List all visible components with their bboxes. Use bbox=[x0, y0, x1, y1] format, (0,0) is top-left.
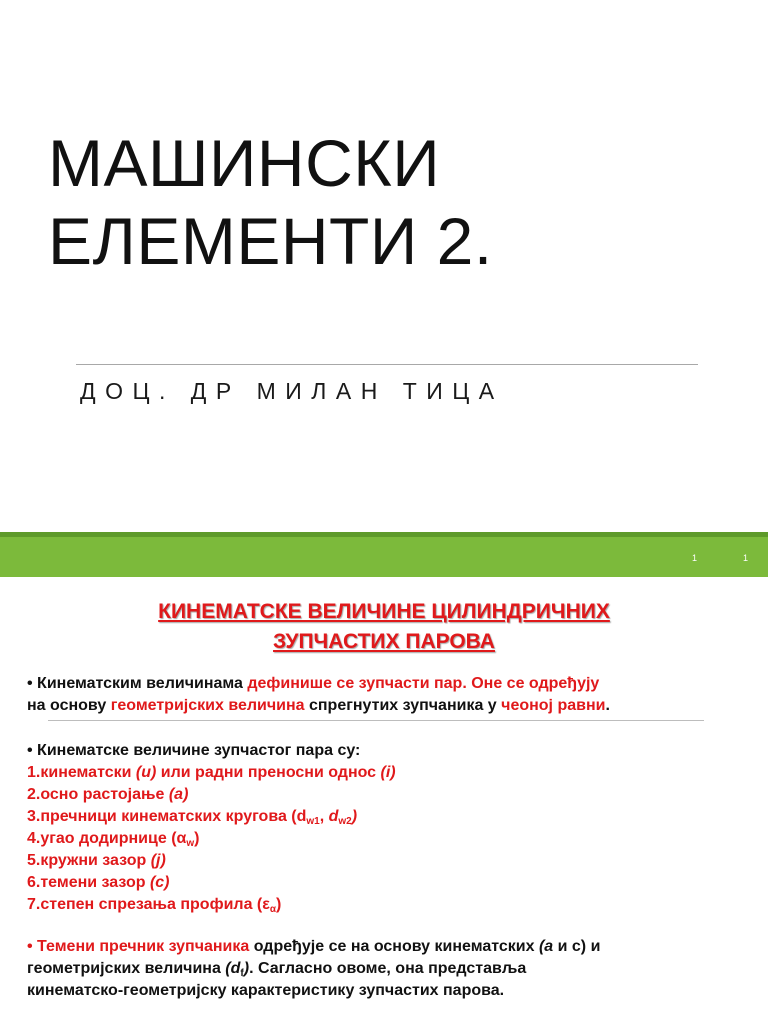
list-item bbox=[27, 828, 752, 850]
paragraph-line-3: кинематско-геометријску карактеристику зупчастих парова. bbox=[27, 982, 505, 999]
list-intro: • Кинематске величине зупчастог пара су: bbox=[27, 742, 361, 759]
text-run: 5.кружни зазор bbox=[27, 852, 151, 869]
content-slide bbox=[0, 577, 768, 1024]
subscript: w bbox=[186, 838, 195, 849]
text-run: . Сагласно овоме, она представља bbox=[249, 960, 527, 977]
title-line-1: МАШИНСКИ bbox=[48, 126, 441, 200]
bullet: • bbox=[27, 938, 38, 955]
symbol-text: (a bbox=[538, 938, 554, 955]
symbol-text: (j) bbox=[150, 852, 166, 869]
subscript: α bbox=[269, 904, 276, 915]
slide-heading-line-2: ЗУПЧАСТИХ ПАРОВА bbox=[273, 630, 495, 653]
highlight-text: дефинише се зупчасти пар. Оне се одређују bbox=[247, 675, 600, 692]
text-run: геометријских величина bbox=[27, 960, 226, 977]
symbol-text: ) bbox=[243, 960, 250, 977]
subscript: w2 bbox=[338, 816, 352, 827]
content-divider bbox=[48, 720, 704, 721]
title-divider bbox=[76, 364, 698, 365]
highlight-text: чеоној равни bbox=[501, 697, 606, 714]
list-item bbox=[27, 806, 752, 828]
text-run: или радни преносни однос bbox=[156, 764, 381, 781]
page-number-left: 1 bbox=[692, 553, 698, 563]
highlight-text: геометријских величина bbox=[110, 697, 305, 714]
list-item bbox=[27, 894, 752, 916]
subscript: w1 bbox=[306, 816, 320, 827]
highlight-text: Темени пречник зупчаника bbox=[37, 938, 250, 955]
text-run: ) bbox=[194, 830, 200, 847]
text-run: 7.степен спрезања профила (ε bbox=[27, 896, 270, 913]
symbol-text: (u) bbox=[135, 764, 157, 781]
footer-bar bbox=[0, 537, 768, 577]
list-item bbox=[27, 762, 752, 784]
text-run: • Кинематским величинама bbox=[27, 675, 248, 692]
list-item bbox=[27, 872, 752, 894]
page-number-right: 1 bbox=[743, 553, 749, 563]
list-item bbox=[27, 850, 752, 872]
author-line: ДОЦ. ДР МИЛАН ТИЦА bbox=[80, 378, 504, 404]
text-run: спрегнутих зупчаника у bbox=[304, 697, 502, 714]
text-run: 4.угао додирнице (α bbox=[27, 830, 187, 847]
symbol-text: d bbox=[328, 808, 339, 825]
intro-line-1 bbox=[27, 673, 752, 695]
subscript: f bbox=[240, 968, 244, 979]
text-run: одређује се на основу кинематских bbox=[249, 938, 539, 955]
text-run: на основу bbox=[27, 697, 111, 714]
symbol-text: (a) bbox=[168, 786, 189, 803]
intro-paragraph bbox=[27, 673, 752, 717]
slide-heading-line-1: КИНЕМАТСКЕ ВЕЛИЧИНЕ ЦИЛИНДРИЧНИХ bbox=[158, 600, 610, 623]
intro-line-2 bbox=[27, 695, 752, 717]
symbol-text: (c) bbox=[149, 874, 170, 891]
symbol-text: (d bbox=[225, 960, 241, 977]
text-run: 2.осно растојање bbox=[27, 786, 169, 803]
title-line-2: ЕЛЕМЕНТИ 2. bbox=[48, 204, 493, 278]
text-run: 6.темени зазор bbox=[27, 874, 150, 891]
text-run: и c) и bbox=[553, 938, 601, 955]
quantities-list bbox=[27, 740, 752, 916]
text-run: 1.кинематски bbox=[27, 764, 136, 781]
list-item bbox=[27, 784, 752, 806]
text-run: ) bbox=[276, 896, 282, 913]
tip-diameter-paragraph bbox=[27, 936, 752, 1002]
symbol-text: ) bbox=[351, 808, 358, 825]
paragraph-line-2 bbox=[27, 958, 752, 980]
paragraph-line-1 bbox=[27, 936, 752, 958]
symbol-text: (i) bbox=[380, 764, 396, 781]
text-run: 3.пречници кинематских кругова (d bbox=[27, 808, 307, 825]
slide-title bbox=[48, 124, 493, 280]
text-run: . bbox=[605, 697, 610, 714]
text-run: , bbox=[319, 808, 329, 825]
